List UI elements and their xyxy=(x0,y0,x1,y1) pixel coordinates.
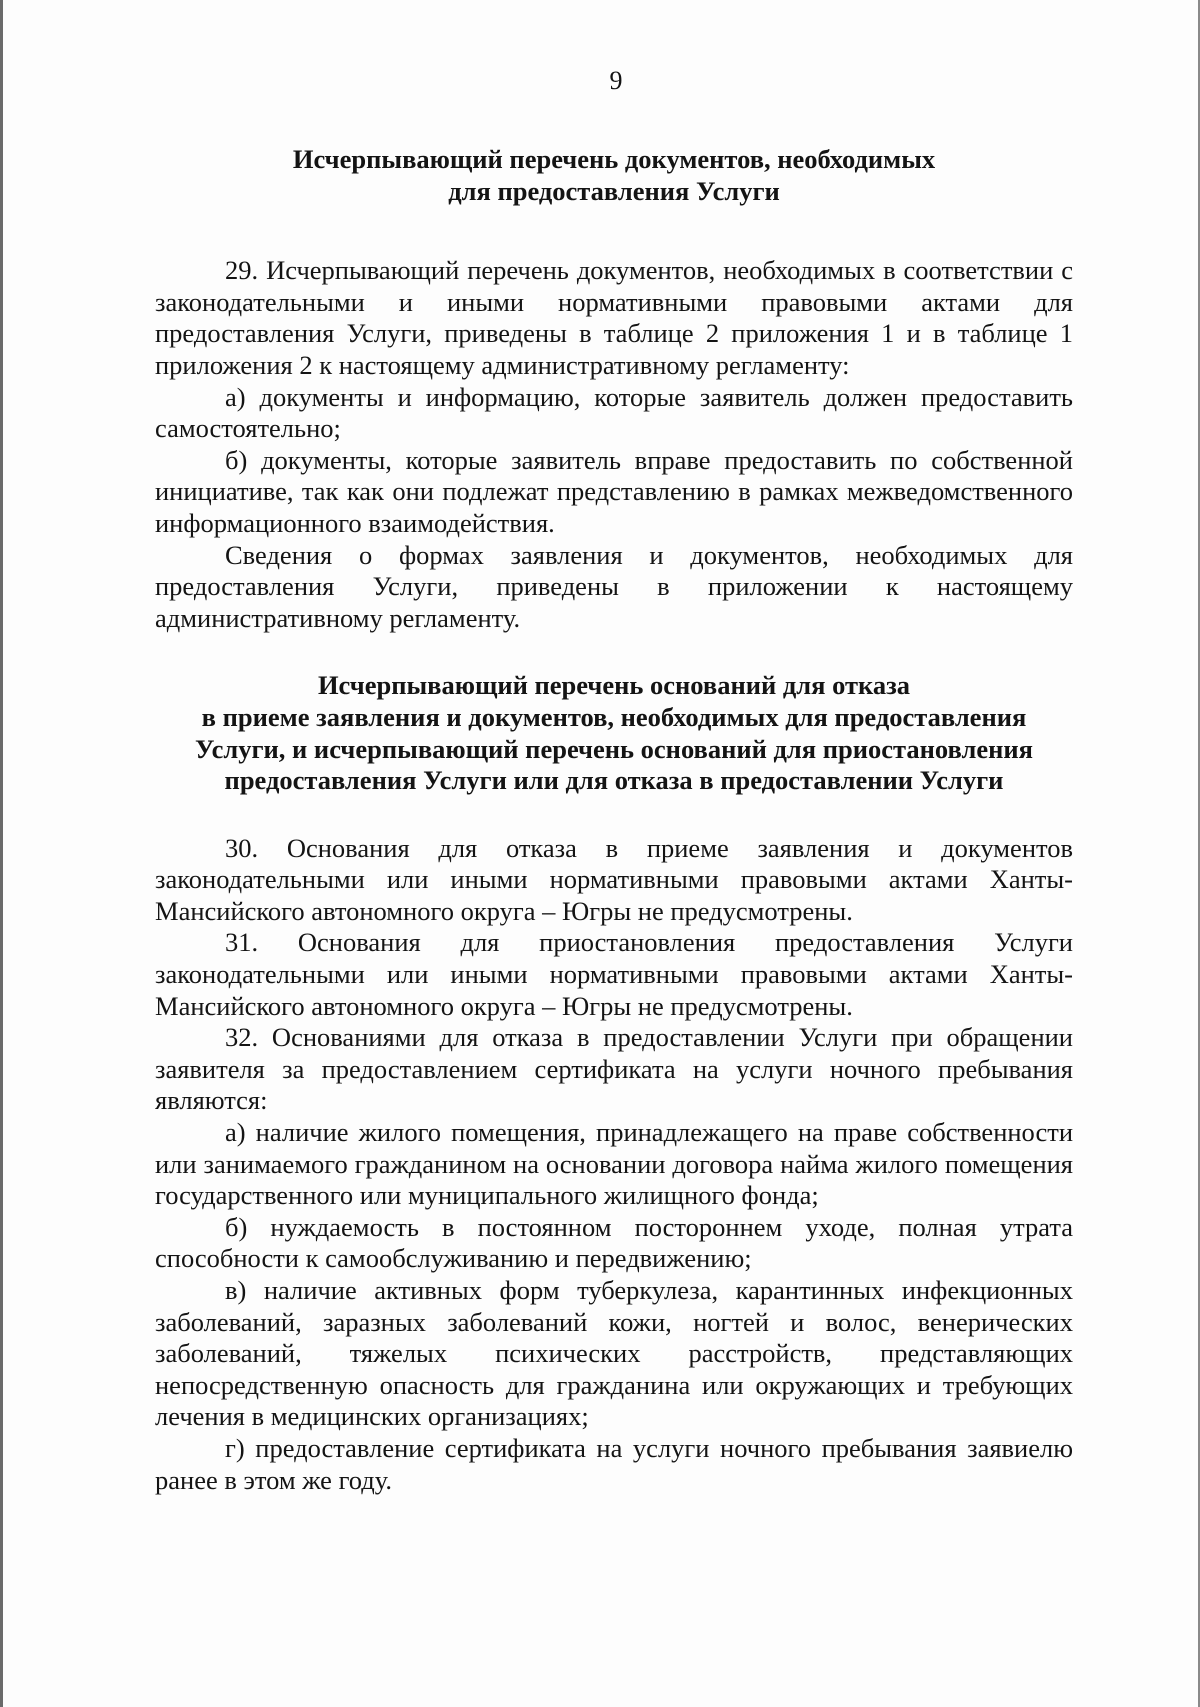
paragraph-30: 30. Основания для отказа в приеме заявления и документов законодательными или иными нормативными правовыми актами Ханты-Мансийского автономного округа – Югры не предусмотрены. xyxy=(155,832,1073,926)
paragraph-29: 29. Исчерпывающий перечень документов, необходимых в соответствии с законодательными и иными нормативными правовыми актами для предоставления Услуги, приведены в таблице 2 приложения 1 и в таблице 1 приложения 2 к настоящему административному регламенту: xyxy=(155,255,1073,380)
heading-line: Услуги, и исчерпывающий перечень оснований для приостановления xyxy=(195,733,1033,764)
heading-line: предоставления Услуги или для отказа в предоставлении Услуги xyxy=(224,765,1004,796)
heading-line: Исчерпывающий перечень документов, необходимых xyxy=(292,144,936,174)
paragraph-32: 32. Основаниями для отказа в предоставлении Услуги при обращении заявителя за предоставлением сертификата на услуги ночного пребывания являются: xyxy=(155,1022,1073,1116)
paragraph-29-a: а) документы и информацию, которые заявитель должен предоставить самостоятельно; xyxy=(155,381,1073,444)
paragraph-forms-info: Сведения о формах заявления и документов, необходимых для предоставления Услуги, приведены в приложении к настоящему административному регламенту. xyxy=(155,539,1073,633)
document-body xyxy=(155,144,1073,1496)
paragraph-32-a: а) наличие жилого помещения, принадлежащего на праве собственности или занимаемого гражданином на основании договора найма жилого помещения государственного или муниципального жилищного фонда; xyxy=(155,1117,1073,1211)
paragraph-32-g: г) предоставление сертификата на услуги ночного пребывания заявиелю ранее в этом же году. xyxy=(155,1432,1073,1495)
paragraph-31: 31. Основания для приостановления предоставления Услуги законодательными или иными нормативными правовыми актами Ханты-Мансийского автономного округа – Югры не предусмотрены. xyxy=(155,927,1073,1021)
paragraph-32-v: в) наличие активных форм туберкулеза, карантинных инфекционных заболеваний, заразных заболеваний кожи, ногтей и волос, венерических заболеваний, тяжелых психических расстройств, представляющих непосредственную опасность для гражданина или окружающих и требующих лечения в медицинских организациях; xyxy=(155,1275,1073,1432)
heading-line: Исчерпывающий перечень оснований для отказа xyxy=(317,670,911,701)
paragraph-29-b: б) документы, которые заявитель вправе предоставить по собственной инициативе, так как они подлежат представлению в рамках межведомственного информационного взаимодействия. xyxy=(155,444,1073,538)
scan-left-edge xyxy=(0,0,3,1707)
section-heading-documents xyxy=(155,144,1073,207)
paragraph-32-b: б) нуждаемость в постоянном постороннем уходе, полная утрата способности к самообслуживанию и передвижению; xyxy=(155,1211,1073,1274)
heading-line: в приеме заявления и документов, необходимых для предоставления xyxy=(201,701,1027,732)
section-heading-refusal-grounds xyxy=(155,670,1073,796)
heading-line: для предоставления Услуги xyxy=(448,175,780,206)
page-number: 9 xyxy=(609,66,623,95)
